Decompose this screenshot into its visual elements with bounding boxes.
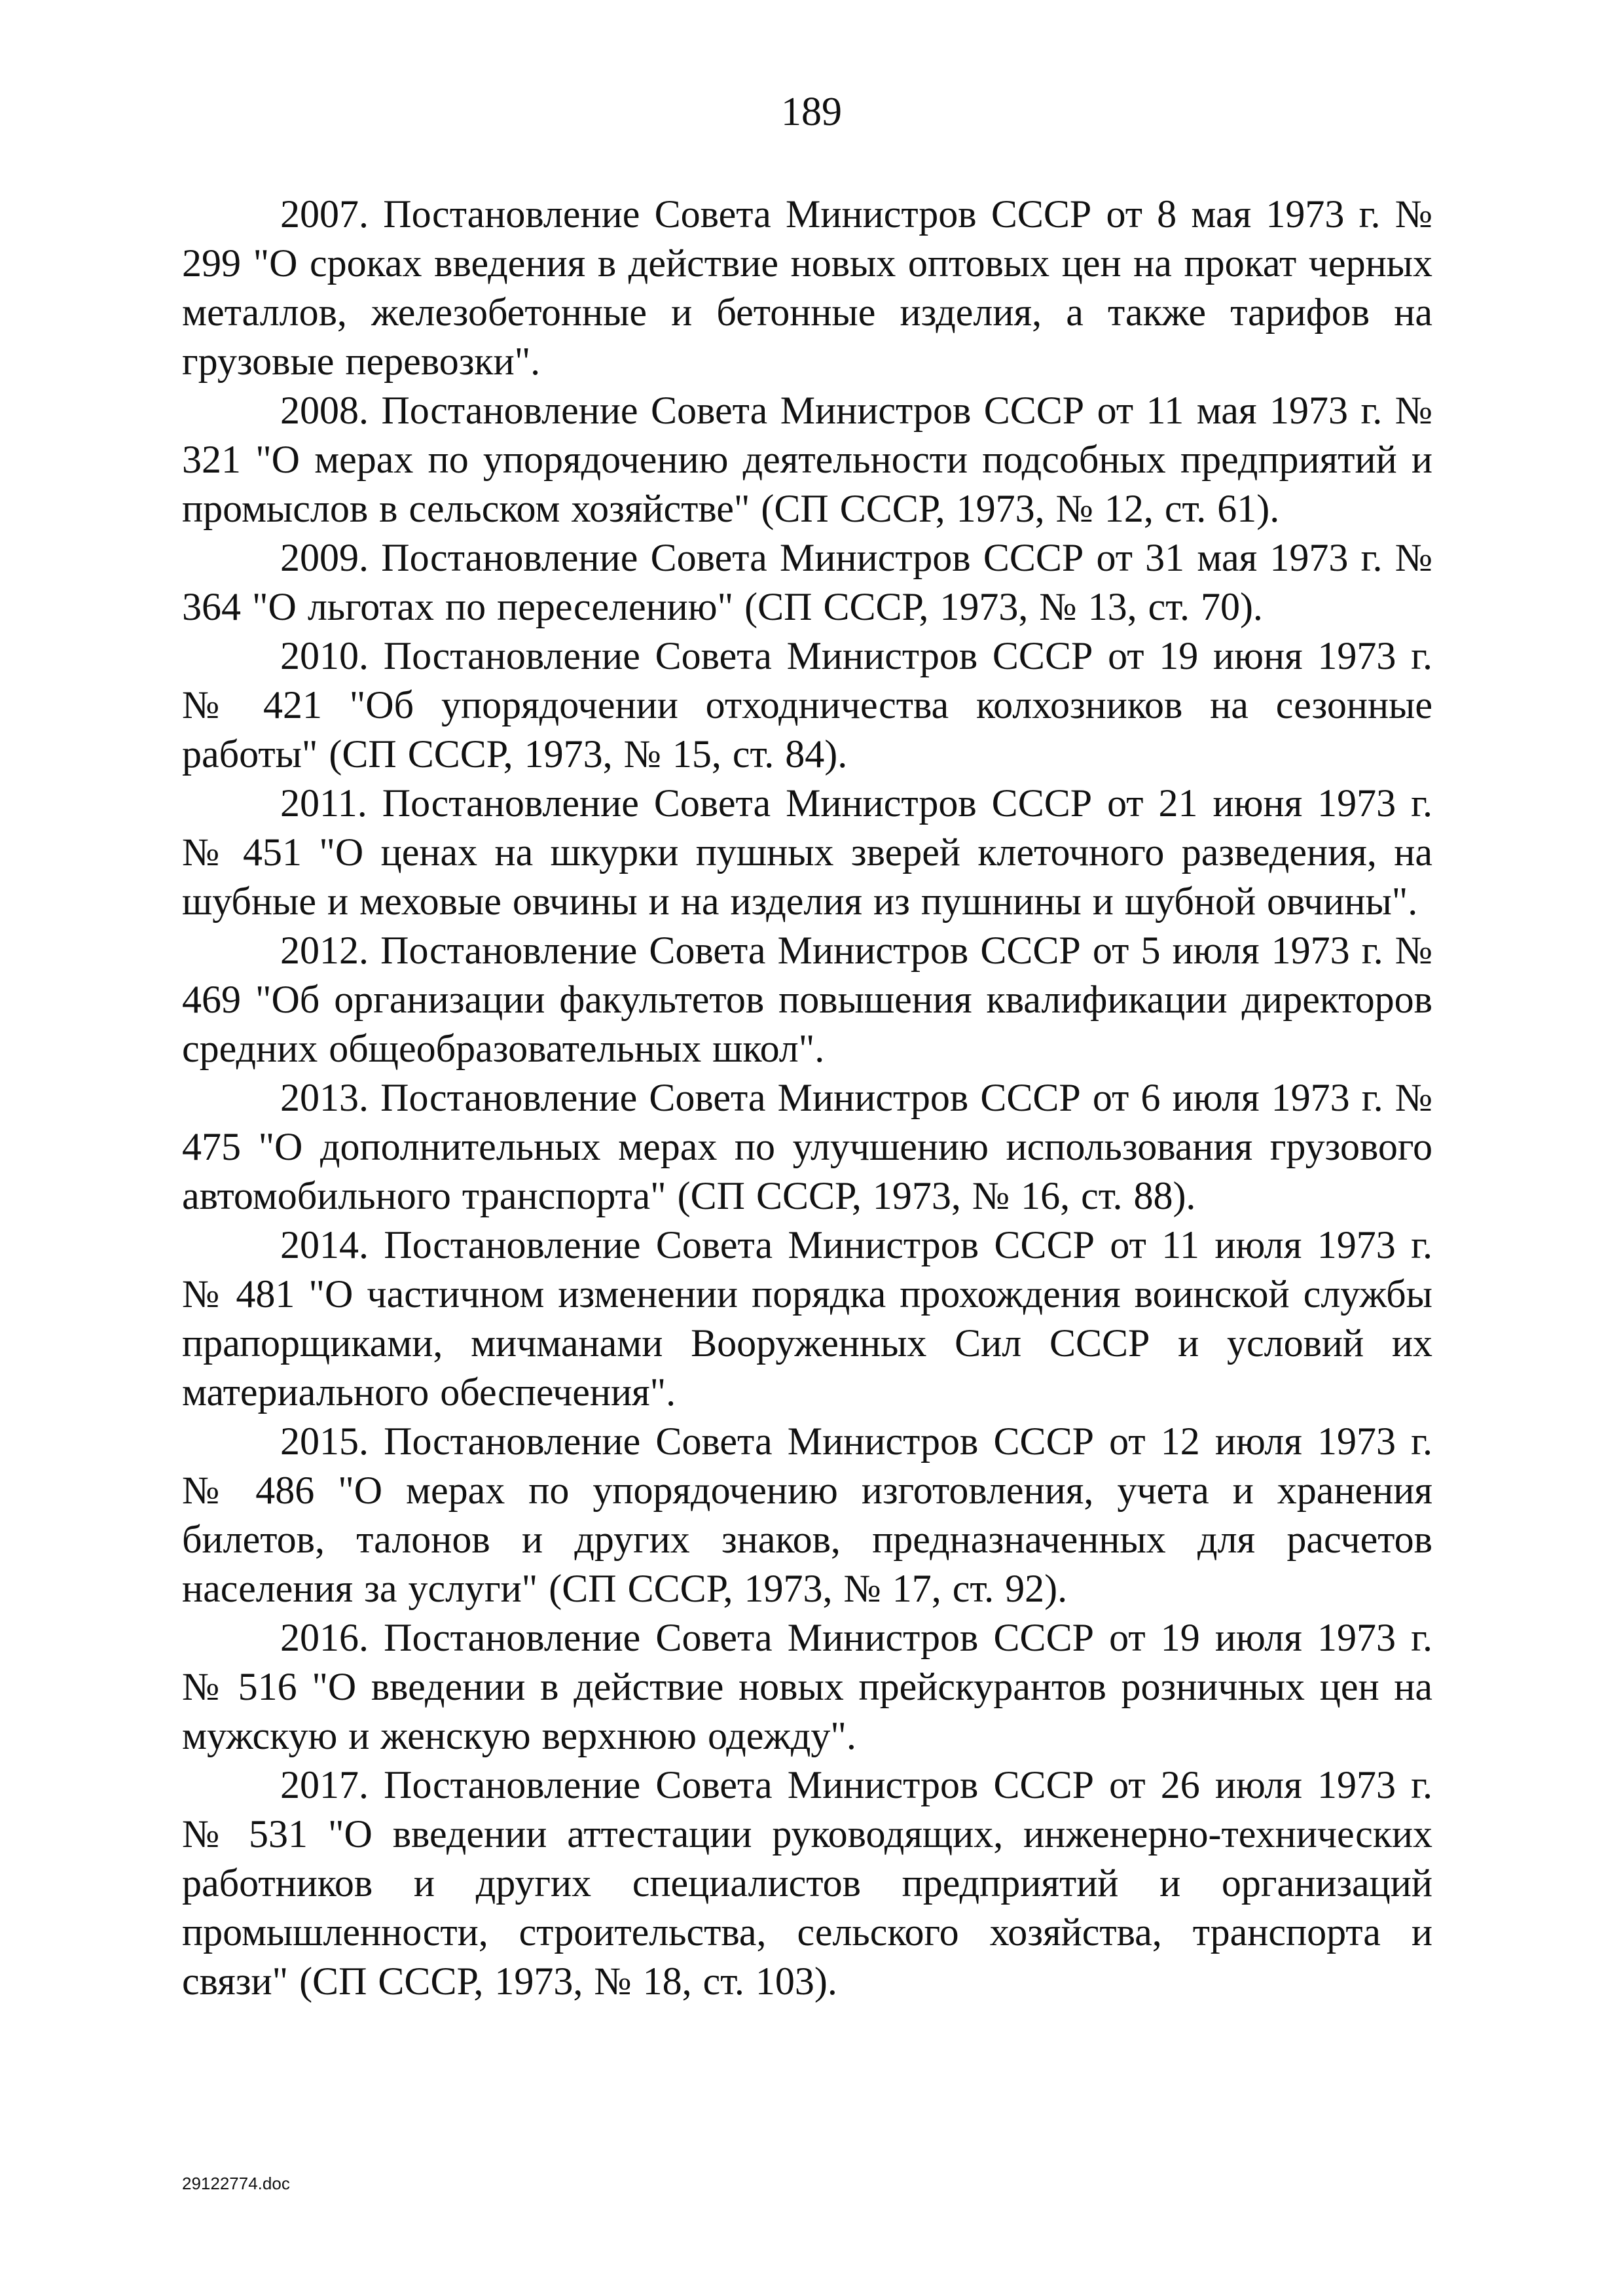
entry-2012: 2012. Постановление Совета Министров СССР от 5 июля 1973 г. № 469 "Об организации факультетов повышения квалификации директоров средних общеобразовательных школ". [182,929,1432,1070]
entry-2014: 2014. Постановление Совета Министров СССР от 11 июля 1973 г. № 481 "О частичном изменении порядка прохождения воинской службы прапорщиками, мичманами Вооруженных Сил СССР и условий их материального обеспечения". [182,1223,1432,1414]
entry-2010: 2010. Постановление Совета Министров СССР от 19 июня 1973 г. № 421 "Об упорядочении отходничества колхозников на сезонные работы" (СП СССР, 1973, № 15, ст. 84). [182,634,1432,776]
entry-2011: 2011. Постановление Совета Министров СССР от 21 июня 1973 г. № 451 "О ценах на шкурки пушных зверей клеточного разведения, на шубные и меховые овчины и на изделия из пушнины и шубной овчины". [182,781,1432,923]
document-body [182,190,1432,2006]
entry-2009: 2009. Постановление Совета Министров СССР от 31 мая 1973 г. № 364 "О льготах по переселению" (СП СССР, 1973, № 13, ст. 70). [182,536,1432,628]
document-filename: 29122774.doc [182,2174,290,2193]
entry-2008: 2008. Постановление Совета Министров СССР от 11 мая 1973 г. № 321 "О мерах по упорядочению деятельности подсобных предприятий и промыслов в сельском хозяйстве" (СП СССР, 1973, № 12, ст. 61). [182,389,1432,530]
page-number: 189 [781,90,842,134]
entry-2007: 2007. Постановление Совета Министров СССР от 8 мая 1973 г. № 299 "О сроках введения в действие новых оптовых цен на прокат черных металлов, железобетонные и бетонные изделия, а также тарифов на грузовые перевозки". [182,192,1432,383]
entry-2015: 2015. Постановление Совета Министров СССР от 12 июля 1973 г. № 486 "О мерах по упорядочению изготовления, учета и хранения билетов, талонов и других знаков, предназначенных для расчетов населения за услуги" (СП СССР, 1973, № 17, ст. 92). [182,1420,1432,1610]
entry-2017: 2017. Постановление Совета Министров СССР от 26 июля 1973 г. № 531 "О введении аттестации руководящих, инженерно-технических работников и других специалистов предприятий и организаций промышленности, строительства, сельского хозяйства, транспорта и связи" (СП СССР, 1973, № 18, ст. 103). [182,1763,1432,2003]
entry-2016: 2016. Постановление Совета Министров СССР от 19 июля 1973 г. № 516 "О введении в действие новых прейскурантов розничных цен на мужскую и женскую верхнюю одежду". [182,1616,1432,1757]
entry-2013: 2013. Постановление Совета Министров СССР от 6 июля 1973 г. № 475 "О дополнительных мерах по улучшению использования грузового автомобильного транспорта" (СП СССР, 1973, № 16, ст. 88). [182,1076,1432,1217]
